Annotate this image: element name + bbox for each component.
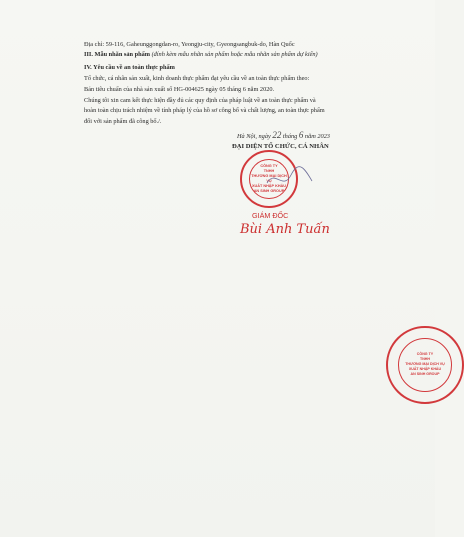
representative-heading: ĐẠI DIỆN TỔ CHỨC, CÁ NHÂN: [232, 143, 329, 150]
section-3-title: III. Mẫu nhãn sản phẩm: [84, 51, 150, 58]
date-prefix: Hà Nội, ngày: [237, 133, 271, 140]
stamp-line-1: CÔNG TY: [260, 163, 278, 168]
stamp-line-3: THƯƠNG MẠI DỊCH VỤ: [251, 173, 287, 183]
edge-stamp-line-2: TNHH: [420, 357, 430, 362]
paragraph-3-line-3: đối với sản phẩm đã công bố./.: [84, 118, 162, 125]
stamp-line-4: XUẤT NHẬP KHẨU: [251, 183, 287, 188]
date-month-word: tháng: [282, 133, 298, 140]
edge-stamp: [386, 326, 464, 404]
edge-stamp-center: [398, 338, 452, 392]
date-day: 22: [272, 130, 282, 140]
date-line: [237, 131, 330, 141]
edge-stamp-clip: [386, 326, 445, 404]
date-year: năm 2023: [304, 133, 330, 140]
stamp-line-2: TNHH: [263, 168, 275, 173]
address-line: Địa chỉ: 59-116, Gaheunggongdan-ro, Yeongju-city, Gyeongsangbuk-do, Hàn Quốc: [84, 41, 295, 48]
edge-stamp-line-3: THƯƠNG MẠI DỊCH VỤ: [405, 362, 445, 367]
section-4-title: IV. Yêu cầu về an toàn thực phẩm: [84, 64, 175, 71]
paragraph-2: Bản tiêu chuẩn của nhà sản xuất số HG-004625 ngày 05 tháng 6 năm 2020.: [84, 86, 275, 93]
director-signature: Bùi Anh Tuấn: [240, 222, 330, 237]
pen-scribble: [265, 165, 315, 195]
date-month: 6: [298, 130, 304, 140]
edge-stamp-line-5: AN SINH GROUP: [410, 372, 440, 377]
paragraph-3-line-2: hoàn toàn chịu trách nhiệm về tính pháp lý của hồ sơ công bố và chất lượng, an toàn thực phẩm: [84, 107, 325, 114]
director-title: GIÁM ĐỐC: [252, 211, 289, 220]
edge-stamp-line-1: CÔNG TY: [416, 352, 434, 357]
edge-stamp-line-4: XUẤT NHẬP KHẨU: [408, 367, 442, 372]
section-3-note: (đính kèm mẫu nhãn sản phẩm hoặc mẫu nhãn sản phẩm dự kiến): [151, 51, 318, 58]
paragraph-1: Tổ chức, cá nhân sản xuất, kinh doanh thực phẩm đạt yêu cầu về an toàn thực phẩm theo:: [84, 75, 310, 82]
paragraph-3-line-1: Chúng tôi xin cam kết thực hiện đầy đủ các quy định của pháp luật về an toàn thực phẩm và: [84, 97, 316, 104]
stamp-line-5: AN SINH GROUP: [253, 188, 285, 193]
section-3-heading: [84, 51, 318, 59]
